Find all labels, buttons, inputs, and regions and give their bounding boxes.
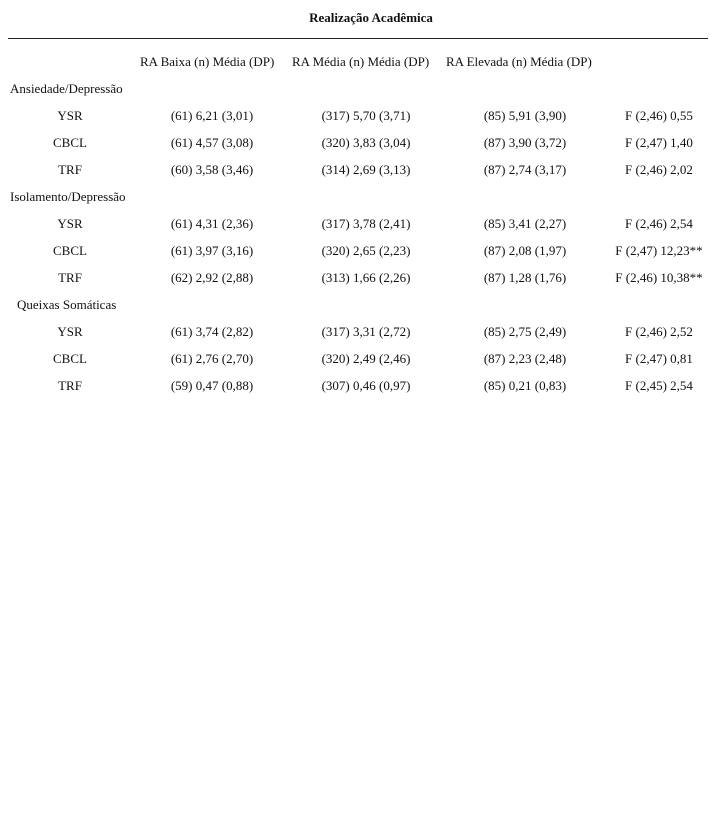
cell-ra-elevada: (87) 1,28 (1,76) [483, 270, 567, 285]
cell-f-stat: F (2,47) 0,81 [625, 351, 693, 366]
cell-ra-elevada: (85) 5,91 (3,90) [483, 108, 567, 123]
cell-ra-media: (320) 2,49 (2,46) [321, 351, 411, 366]
cell-ra-media: (320) 2,65 (2,23) [321, 243, 411, 258]
row-measure: TRF [58, 162, 82, 177]
cell-f-stat: F (2,45) 2,54 [625, 378, 693, 393]
cell-ra-baixa: (60) 3,58 (3,46) [170, 162, 254, 177]
cell-ra-elevada: (85) 0,21 (0,83) [483, 378, 567, 393]
cell-ra-baixa: (62) 2,92 (2,88) [170, 270, 254, 285]
title-rule [8, 38, 708, 39]
table-title: Realização Acadêmica [309, 10, 433, 25]
cell-ra-elevada: (85) 3,41 (2,27) [483, 216, 567, 231]
cell-f-stat: F (2,47) 12,23** [615, 243, 703, 258]
cell-ra-baixa: (61) 2,76 (2,70) [170, 351, 254, 366]
cell-ra-media: (320) 3,83 (3,04) [321, 135, 411, 150]
cell-f-stat: F (2,46) 2,54 [625, 216, 693, 231]
cell-ra-media: (307) 0,46 (0,97) [321, 378, 411, 393]
cell-ra-elevada: (87) 3,90 (3,72) [483, 135, 567, 150]
cell-ra-elevada: (87) 2,08 (1,97) [483, 243, 567, 258]
cell-f-stat: F (2,47) 1,40 [625, 135, 693, 150]
row-measure: YSR [57, 108, 83, 123]
cell-ra-baixa: (61) 3,97 (3,16) [170, 243, 254, 258]
cell-ra-media: (317) 3,31 (2,72) [321, 324, 411, 339]
cell-ra-media: (317) 3,78 (2,41) [321, 216, 411, 231]
cell-f-stat: F (2,46) 2,52 [625, 324, 693, 339]
cell-ra-elevada: (85) 2,75 (2,49) [483, 324, 567, 339]
cell-ra-baixa: (59) 0,47 (0,88) [170, 378, 254, 393]
cell-ra-elevada: (87) 2,74 (3,17) [483, 162, 567, 177]
row-measure: TRF [58, 378, 82, 393]
section-label: Isolamento/Depressão [10, 189, 126, 204]
row-measure: TRF [58, 270, 82, 285]
cell-f-stat: F (2,46) 2,02 [625, 162, 693, 177]
row-measure: CBCL [53, 243, 87, 258]
cell-ra-media: (314) 2,69 (3,13) [321, 162, 411, 177]
cell-ra-baixa: (61) 4,57 (3,08) [170, 135, 254, 150]
row-measure: CBCL [53, 351, 87, 366]
cell-ra-baixa: (61) 3,74 (2,82) [170, 324, 254, 339]
header-ra-baixa: RA Baixa (n) Média (DP) [140, 54, 275, 69]
section-label: Ansiedade/Depressão [10, 81, 123, 96]
cell-ra-baixa: (61) 4,31 (2,36) [170, 216, 254, 231]
header-ra-media: RA Média (n) Média (DP) [292, 54, 430, 69]
section-label: Queixas Somáticas [17, 297, 117, 312]
header-ra-elevada: RA Elevada (n) Média (DP) [446, 54, 592, 69]
cell-ra-elevada: (87) 2,23 (2,48) [483, 351, 567, 366]
row-measure: YSR [57, 324, 83, 339]
cell-ra-media: (313) 1,66 (2,26) [321, 270, 411, 285]
cell-ra-media: (317) 5,70 (3,71) [321, 108, 411, 123]
row-measure: YSR [57, 216, 83, 231]
row-measure: CBCL [53, 135, 87, 150]
cell-f-stat: F (2,46) 0,55 [625, 108, 693, 123]
cell-ra-baixa: (61) 6,21 (3,01) [170, 108, 254, 123]
cell-f-stat: F (2,46) 10,38** [615, 270, 703, 285]
